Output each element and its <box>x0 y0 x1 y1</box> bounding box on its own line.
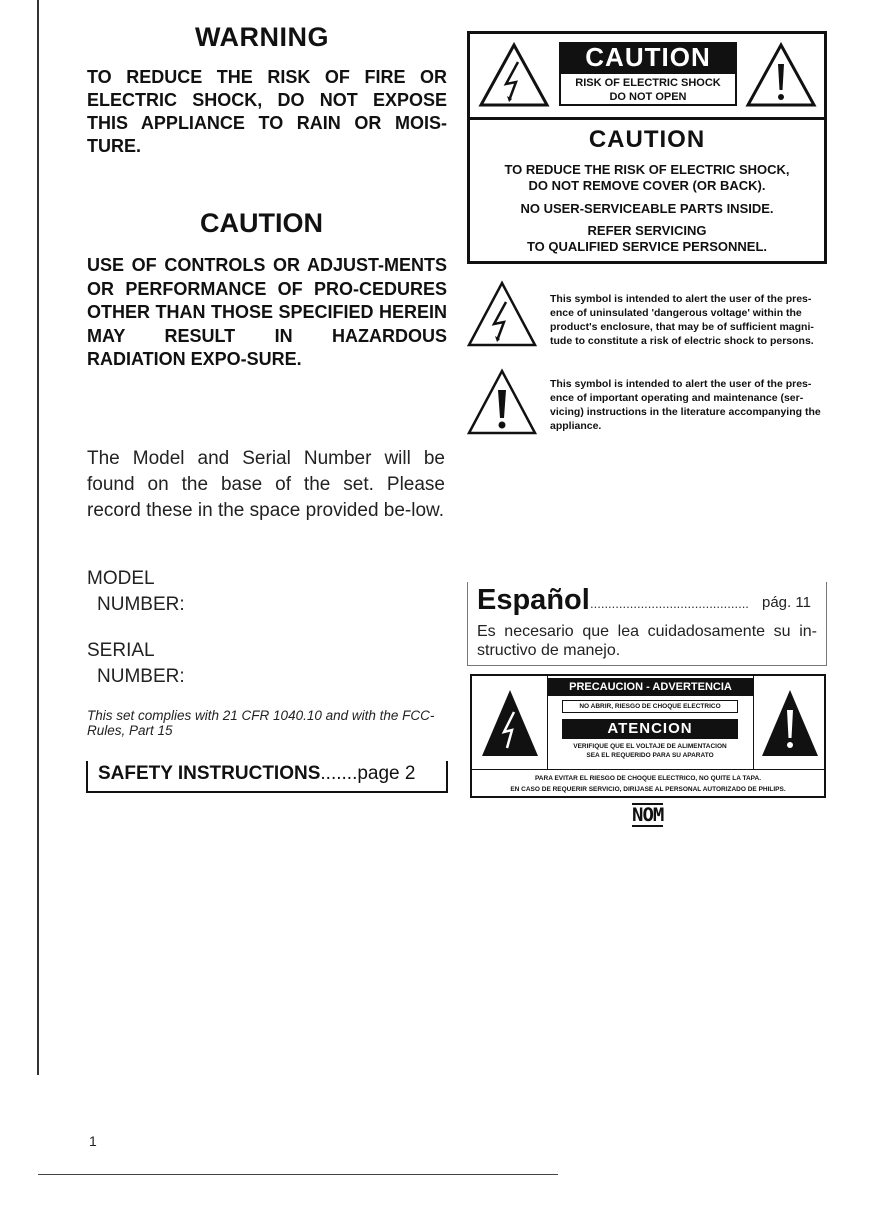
do-not-open-text: DO NOT OPEN <box>609 91 687 103</box>
exclamation-triangle-icon <box>760 688 820 758</box>
caution-line-1: TO REDUCE THE RISK OF ELECTRIC SHOCK, <box>504 162 790 177</box>
precaucion-verify <box>552 742 748 760</box>
serial-number-field <box>87 638 185 690</box>
serial-label-line-1: SERIAL <box>87 640 155 661</box>
espanol-title: Español <box>477 584 590 616</box>
model-label-line-1: MODEL <box>87 568 155 589</box>
attention-symbol-text: This symbol is intended to alert the user of the pres-ence of important operating and maintenance (ser-vicing) instructions in the literature accompanying the appliance. <box>550 378 821 432</box>
espanol-reference <box>467 582 827 666</box>
espanol-page: pág. 11 <box>762 594 811 611</box>
lightning-triangle-icon <box>480 688 540 758</box>
precaucion-header: PRECAUCION - ADVERTENCIA <box>548 678 753 696</box>
exclamation-triangle-icon <box>466 368 538 436</box>
exclamation-triangle-icon <box>745 42 817 108</box>
precaucion-bottom <box>472 769 824 798</box>
serial-label-line-2: NUMBER: <box>97 666 185 687</box>
caution-text: USE OF CONTROLS OR ADJUST-MENTS OR PERFORMANCE OF PRO-CEDURES OTHER THAN THOSE SPECIFIED HEREIN MAY RESULT IN HAZARDOUS RADIATION EXPO-SURE. <box>87 255 447 369</box>
precaucion-center-panel <box>547 676 754 769</box>
verify-line-1: VERIFIQUE QUE EL VOLTAJE DE ALIMENTACION <box>573 743 727 750</box>
voltage-symbol-text: This symbol is intended to alert the user of the pres-ence of uninsulated 'dangerous voltage' within the product's enclosure, that may be of sufficient magni-tude to constitute a risk of electric shock to persons. <box>550 293 814 347</box>
lightning-triangle-icon <box>466 280 538 348</box>
precaucion-label-box <box>470 674 826 798</box>
risk-shock-text: RISK OF ELECTRIC SHOCK <box>575 77 721 89</box>
caution-label-black: CAUTION <box>559 42 737 72</box>
warning-heading: WARNING <box>195 22 329 52</box>
safety-instructions-ref <box>86 761 448 793</box>
caution-sub-label <box>559 72 737 106</box>
caution-top-panel <box>470 34 824 120</box>
caution-heading: CAUTION <box>200 208 323 238</box>
compliance-note: This set complies with 21 CFR 1040.10 and with the FCC-Rules, Part 15 <box>87 708 435 738</box>
nom-mark: NOM <box>632 804 664 826</box>
safety-dots: ....... <box>320 763 358 784</box>
precaucion-bottom-line-2: EN CASO DE REQUERIR SERVICIO, DIRIJASE AL PERSONAL AUTORIZADO DE PHILIPS. <box>510 786 786 793</box>
page-number: 1 <box>89 1133 97 1149</box>
caution-line-4: REFER SERVICING <box>587 223 707 238</box>
atencion-label: ATENCION <box>562 719 738 739</box>
footer-rule <box>38 1174 558 1175</box>
model-number-field <box>87 566 185 618</box>
precaucion-sub: NO ABRIR, RIESGO DE CHOQUE ELECTRICO <box>562 700 738 713</box>
espanol-text: Es necesario que lea cuidadosamente su in-structivo de manejo. <box>477 623 817 659</box>
espanol-dots: ............................................ <box>590 596 749 611</box>
caution-line-5: TO QUALIFIED SERVICE PERSONNEL. <box>526 239 768 254</box>
lightning-triangle-icon <box>478 42 550 108</box>
warning-text: TO REDUCE THE RISK OF FIRE OR ELECTRIC SHOCK, DO NOT EXPOSE THIS APPLIANCE TO RAIN OR MOIS-TURE. <box>87 67 447 156</box>
model-label-line-2: NUMBER: <box>97 594 185 615</box>
scan-edge-line <box>37 0 39 1075</box>
caution-line-2: DO NOT REMOVE COVER (OR BACK). <box>528 178 766 193</box>
caution-label-box <box>467 31 827 264</box>
model-serial-instructions: The Model and Serial Number will be found on the base of the set. Please record these in the space provided be-low. <box>87 448 445 521</box>
verify-line-2: SEA EL REQUERIDO PARA SU APARATO <box>586 752 714 759</box>
safety-ref-line <box>98 763 415 785</box>
safety-title: SAFETY INSTRUCTIONS <box>98 763 321 784</box>
caution-box-heading: CAUTION <box>588 126 706 153</box>
caution-line-3: NO USER-SERVICEABLE PARTS INSIDE. <box>520 201 774 216</box>
precaucion-bottom-line-1: PARA EVITAR EL RIESGO DE CHOQUE ELECTRICO, NO QUITE LA TAPA. <box>534 775 762 782</box>
safety-page: page 2 <box>357 763 416 784</box>
